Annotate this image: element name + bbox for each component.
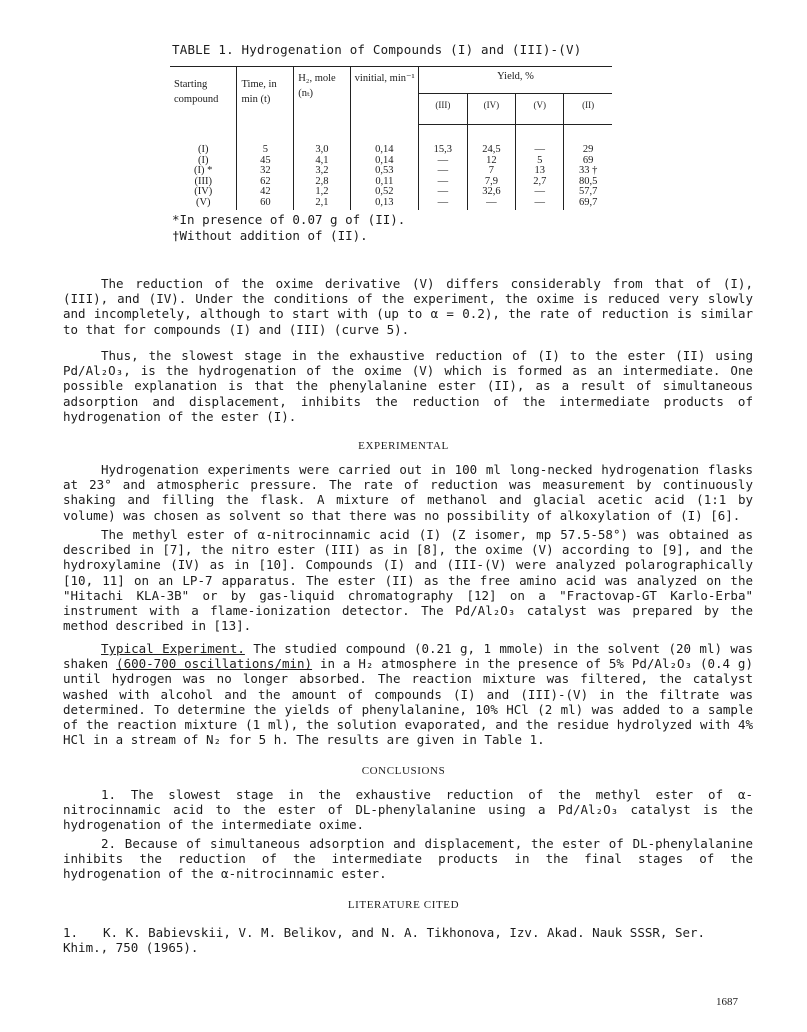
cell-compound: (IV) bbox=[194, 186, 213, 197]
table-row bbox=[170, 198, 612, 211]
header-h2: H₂, mole (nₜ) bbox=[294, 67, 350, 125]
cell-yield-iii: 15,3 bbox=[419, 125, 468, 156]
header-yield-iv: (IV) bbox=[467, 94, 516, 125]
cell-yield-iv: 32,6 bbox=[467, 187, 516, 198]
header-yield-iii: (III) bbox=[419, 94, 468, 125]
cell-time: 5 bbox=[237, 125, 294, 156]
table-row bbox=[170, 187, 612, 198]
cell-yield-ii: 69,7 bbox=[564, 198, 612, 211]
cell-compound: (I) bbox=[197, 154, 209, 166]
cell-yield-v: — bbox=[516, 125, 564, 156]
cell-h2: 2,1 bbox=[294, 198, 350, 211]
cell-v-initial: 0,13 bbox=[350, 198, 418, 211]
heading-conclusions: CONCLUSIONS bbox=[361, 765, 446, 777]
cell-yield-v: 13 bbox=[516, 166, 564, 177]
cell-yield-iii: — bbox=[419, 187, 468, 198]
cell-compound: (I) * bbox=[194, 165, 213, 176]
reference-1-number: 1. bbox=[63, 925, 79, 940]
cell-yield-iii: — bbox=[419, 198, 468, 211]
typical-experiment-text-b: in a H₂ atmosphere in the presence of 5% Pd/Al₂O₃ (0.4 g) until hydrogen was no longer absorbed. The reaction mixture was filtered, the catalyst washed with alcohol and the amount of compounds (I) and (III)-(V) in the filtrate was determined. To determine the yields of phenylalanine, 10% HCl (2 ml) was added to a sample of the reaction mixture (1 ml), the solution evaporated, and the residue hydrolyzed with 4% HCl in a stream of N₂ for 5 h. The results are given in Table 1. bbox=[63, 656, 753, 748]
cell-yield-iv: 7 bbox=[467, 166, 516, 177]
cell-yield-ii: 57,7 bbox=[564, 187, 612, 198]
cell-yield-iii: — bbox=[419, 156, 468, 167]
cell-yield-iii: — bbox=[419, 177, 468, 188]
cell-yield-v: — bbox=[516, 198, 564, 211]
cell-time: 42 bbox=[237, 187, 294, 198]
paragraph-methyl-ester: The methyl ester of α-nitrocinnamic acid (I) (Z isomer, mp 57.5-58°) was obtained as described in [7], the nitro ester (III) as in [8], the oxime (V) according to [9], and the hydroxylamine (IV) as in [10]. Compounds (I) and (III-(V) were analyzed polarographically [10, 11] on an LP-7 apparatus. The ester (II) as the free amino acid was analyzed on the "Hitachi KLA-3B" or by gas-liquid chromatography [12] on a "Fractovap-GT Karlo-Erba" instrument with a flame-ionization detector. The Pd/Al₂O₃ catalyst was prepared by the method described in [13]. bbox=[63, 527, 753, 634]
paragraph-hydrogenation-experiments: Hydrogenation experiments were carried out in 100 ml long-necked hydrogenation flasks at 23° and atmospheric pressure. The rate of reduction was measurement by continuously shaking and filling the flask. A mixture of methanol and glacial acetic acid (1:1 by volume) was chosen as solvent so that there was no possibility of alkoxylation of (I) [6]. bbox=[63, 462, 753, 523]
cell-yield-iv: 24,5 bbox=[467, 125, 516, 156]
cell-yield-iv: 7,9 bbox=[467, 177, 516, 188]
conclusion-1: 1. The slowest stage in the exhaustive reduction of the methyl ester of α-nitrocinnamic acid to the ester of DL-phenylalanine using a Pd/Al₂O₃ catalyst is the hydrogenation of the intermediate oxime. bbox=[63, 787, 753, 833]
cell-yield-iv: 12 bbox=[467, 156, 516, 167]
reference-1-text: K. K. Babievskii, V. M. Belikov, and N. A. Tikhonova, Izv. Akad. Nauk SSSR, Ser. Khim., 750 (1965). bbox=[63, 925, 706, 956]
header-yield-v: (V) bbox=[516, 94, 564, 125]
cell-yield-ii: 69 bbox=[564, 156, 612, 167]
page-number: 1687 bbox=[716, 996, 738, 1008]
paragraph-oxime-reduction: The reduction of the oxime derivative (V) differs considerably from that of (I), (III), and (IV). Under the conditions of the experiment, the oxime is reduced very slowly and incompletely, although to start with (up to α = 0.2), the rate of reduction is similar to that for compounds (I) and (III) (curve 5). bbox=[63, 276, 753, 337]
cell-time: 62 bbox=[237, 177, 294, 188]
table-footnote-dagger: †Without addition of (II). bbox=[172, 228, 368, 243]
shaken-rate-text: (600-700 oscillations/min) bbox=[116, 656, 313, 672]
cell-yield-v: 5 bbox=[516, 156, 564, 167]
typical-experiment-text-a: The studied compound (0.21 g, 1 mmole) in the solvent (20 ml) was shaken bbox=[63, 641, 753, 672]
cell-compound: (V) bbox=[195, 196, 211, 208]
cell-yield-v: — bbox=[516, 187, 564, 198]
table-row bbox=[170, 125, 612, 156]
cell-yield-ii: 33 † bbox=[564, 166, 612, 177]
cell-time: 32 bbox=[237, 166, 294, 177]
header-yield: Yield, % bbox=[419, 67, 612, 94]
cell-v-initial: 0,53 bbox=[350, 166, 418, 177]
paragraph-slowest-stage: Thus, the slowest stage in the exhaustive reduction of (I) to the ester (II) using Pd/Al₂O₃, is the hydrogenation of the oxime (V) which is formed as an intermediate. One possible explanation is that the phenylalanine ester (II), as a result of simultaneous adsorption and displacement, inhibits the reduction of the intermediate products of hydrogenation of the ester (I). bbox=[63, 348, 753, 424]
cell-h2: 3,0 bbox=[294, 125, 350, 156]
cell-h2: 1,2 bbox=[294, 187, 350, 198]
cell-v-initial: 0,52 bbox=[350, 187, 418, 198]
cell-yield-ii: 80,5 bbox=[564, 177, 612, 188]
cell-h2: 2,8 bbox=[294, 177, 350, 188]
cell-v-initial: 0,14 bbox=[350, 125, 418, 156]
header-yield-ii: (II) bbox=[564, 94, 612, 125]
cell-h2: 4,1 bbox=[294, 156, 350, 167]
table-title: TABLE 1. Hydrogenation of Compounds (I) and (III)-(V) bbox=[172, 42, 582, 57]
table-row bbox=[170, 166, 612, 177]
cell-yield-v: 2,7 bbox=[516, 177, 564, 188]
typical-experiment-label: Typical Experiment. bbox=[101, 641, 245, 656]
header-starting-compound: Starting compound bbox=[170, 67, 237, 125]
results-table bbox=[170, 66, 612, 210]
cell-time: 60 bbox=[237, 198, 294, 211]
header-time: Time, in min (t) bbox=[237, 67, 294, 125]
table-footnote-star: *In presence of 0.07 g of (II). bbox=[172, 212, 406, 227]
heading-experimental: EXPERIMENTAL bbox=[358, 440, 449, 452]
header-v-initial: vinitial, min⁻¹ bbox=[350, 67, 418, 125]
cell-h2: 3,2 bbox=[294, 166, 350, 177]
cell-v-initial: 0,11 bbox=[350, 177, 418, 188]
cell-compound: (III) bbox=[194, 175, 212, 187]
cell-compound: (I) bbox=[197, 143, 209, 155]
cell-yield-iv: — bbox=[467, 198, 516, 211]
heading-literature-cited: LITERATURE CITED bbox=[347, 899, 460, 911]
cell-v-initial: 0,14 bbox=[350, 156, 418, 167]
cell-yield-ii: 29 bbox=[564, 125, 612, 156]
reference-1 bbox=[63, 925, 753, 955]
conclusion-2: 2. Because of simultaneous adsorption and displacement, the ester of DL-phenylalanine inhibits the reduction of the intermediate products in the final stages of the hydrogenation of the α-nitrocinnamic ester. bbox=[63, 836, 753, 882]
cell-yield-iii: — bbox=[419, 166, 468, 177]
paragraph-typical-experiment bbox=[63, 641, 753, 747]
cell-time: 45 bbox=[237, 156, 294, 167]
